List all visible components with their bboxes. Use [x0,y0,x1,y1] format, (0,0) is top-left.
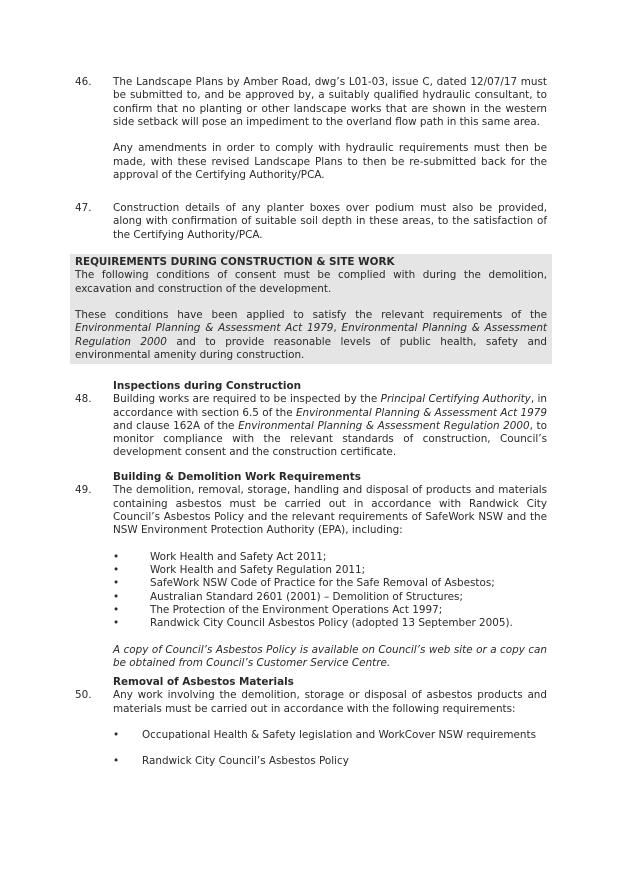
condition-46 [75,76,547,182]
condition-text: Any work involving the demolition, storage or disposal of asbestos products and materials must be carried out in accordance with the following requirements: [113,689,547,715]
list-item: • Occupational Health & Safety legislation and WorkCover NSW requirements [113,729,547,742]
asbestos-policy-note: A copy of Council’s Asbestos Policy is available on Council’s web site or a copy can be obtained from Council’s Customer Service Centre. [113,643,547,670]
list-item: • Work Health and Safety Act 2011; [113,551,547,564]
condition-heading: Removal of Asbestos Materials [113,676,294,688]
condition-text: Construction details of any planter boxes over podium must also be provided, along with confirmation of suitable soil depth in these areas, to the satisfaction of the Certifying Authority/PCA. [113,202,547,241]
list-item: • Randwick City Council Asbestos Policy (adopted 13 September 2005). [113,617,547,630]
condition-heading: Inspections during Construction [113,380,301,392]
condition-heading: Building & Demolition Work Requirements [113,471,361,483]
condition-number: 47. [75,202,92,214]
condition-number: 46. [75,76,92,88]
list-item: • Randwick City Council’s Asbestos Policy [113,755,547,768]
list-item: • SafeWork NSW Code of Practice for the Safe Removal of Asbestos; [113,577,547,590]
condition-number: 49. [75,484,92,497]
section-requirements-box [70,254,552,364]
section-intro: The following conditions of consent must be complied with during the demolition, excavation and construction of the development. [75,269,547,295]
list-item: • Australian Standard 2601 (2001) – Demolition of Structures; [113,591,547,604]
section-title: REQUIREMENTS DURING CONSTRUCTION & SITE WORK [75,256,395,268]
condition-number: 48. [75,393,92,406]
condition-number: 50. [75,689,92,702]
section-purpose: These conditions have been applied to satisfy the relevant requirements of the Environmental Planning & Assessment Act 1979, Environmental Planning & Assessment Regulation 2000 and to provide reasonable levels of public health, safety and environmental amenity during construction. [75,309,548,362]
condition-text: The Landscape Plans by Amber Road, dwg’s L01-03, issue C, dated 12/07/17 must be submitted to, and be approved by, a suitably qualified hydraulic consultant, to confirm that no planting or other landscape works that are shown in the western side setback will pose an impediment to the overland flow path in this same area. [113,76,547,128]
condition-49 [75,471,547,670]
condition-47 [75,202,547,242]
condition-text: The demolition, removal, storage, handling and disposal of products and materials containing asbestos must be carried out in accordance with Randwick City Council’s Asbestos Policy and the relevant requirements of SafeWork NSW and the NSW Environment Protection Authority (EPA), including: [113,484,547,537]
condition-48 [75,380,547,460]
condition-50 [75,676,547,768]
asbestos-removal-list [113,729,547,769]
condition-text: Building works are required to be inspected by the Principal Certifying Authority, in accordance with section 6.5 of the Environmental Planning & Assessment Act 1979 and clause 162A of the Environmental Planning & Assessment Regulation 2000, to monitor compliance with the relevant standards of construction, Council’s development consent and the construction certificate. [113,393,548,459]
list-item: • Work Health and Safety Regulation 2011; [113,564,547,577]
list-item: • The Protection of the Environment Operations Act 1997; [113,604,547,617]
asbestos-requirements-list [113,551,547,631]
condition-text-amendments: Any amendments in order to comply with hydraulic requirements must then be made, with these revised Landscape Plans to then be re-submitted back for the approval of the Certifying Authority/PCA. [113,142,547,182]
